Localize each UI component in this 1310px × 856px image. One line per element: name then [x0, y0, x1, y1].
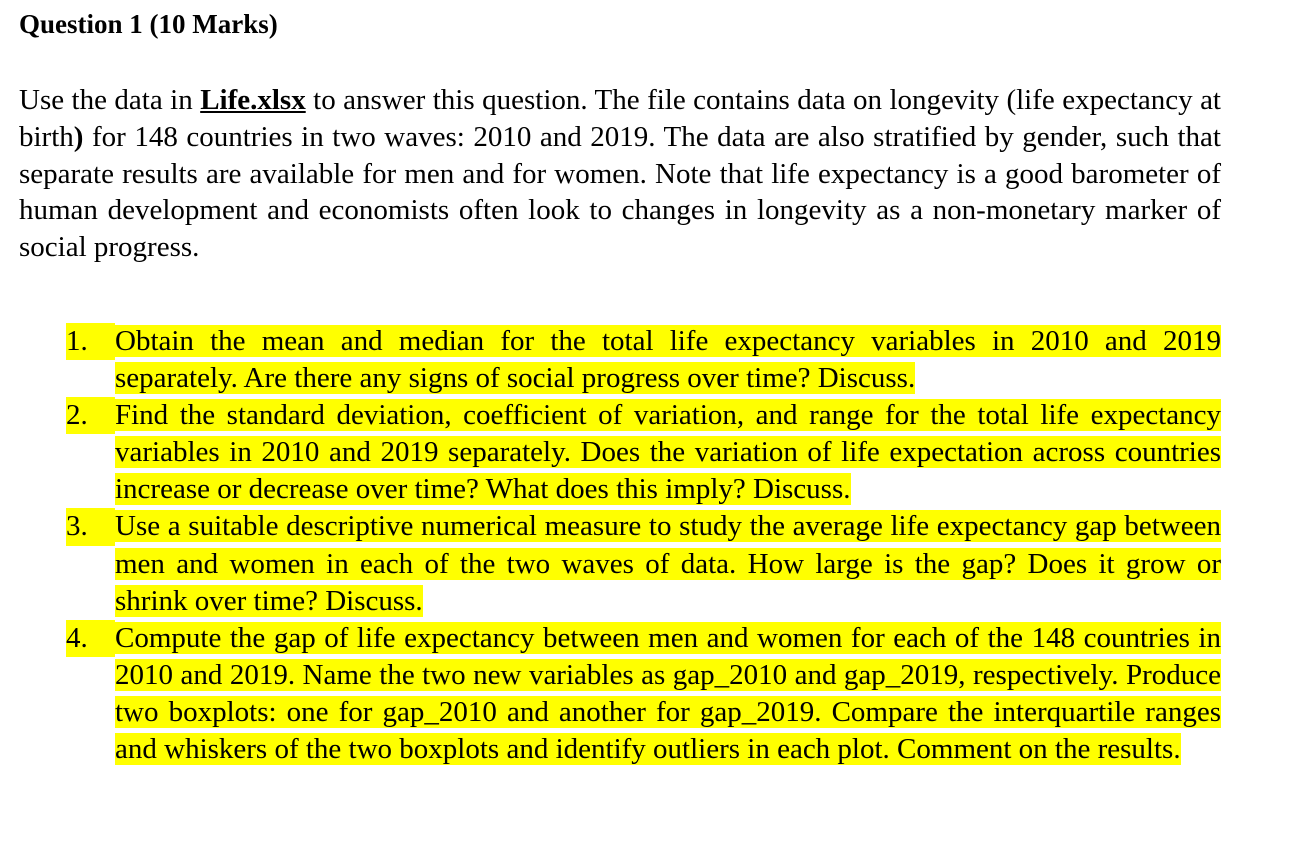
question-text-highlight: Find the standard deviation, coefficient of variation, and range for the total life expectancy variables in 2010 and 2019 separately. Does the variation of life expectation across countries increase or decrease over time? What does this imply? Discuss.	[115, 399, 1221, 506]
list-item	[66, 508, 1221, 619]
question-text	[115, 508, 1221, 619]
question-number: 1.	[66, 323, 115, 360]
intro-close-paren: )	[73, 120, 84, 153]
question-text-highlight: Obtain the mean and median for the total life expectancy variables in 2010 and 2019 separately. Are there any signs of social progress over time? Discuss.	[115, 325, 1221, 395]
question-text-highlight: Use a suitable descriptive numerical measure to study the average life expectancy gap between men and women in each of the two waves of data. How large is the gap? Does it grow or shrink over time? Discuss.	[115, 510, 1221, 617]
question-text	[115, 397, 1221, 508]
intro-text-middle: to answer this question. The file contains data on longevity (life expectancy at birth	[19, 84, 1221, 153]
question-number: 4.	[66, 620, 115, 657]
question-number: 3.	[66, 508, 115, 545]
question-text	[115, 323, 1221, 397]
question-heading: Question 1 (10 Marks)	[19, 9, 278, 39]
intro-paragraph	[19, 82, 1221, 266]
list-item	[66, 323, 1221, 397]
question-number: 2.	[66, 397, 115, 434]
question-list	[66, 323, 1221, 768]
question-text	[115, 620, 1221, 768]
intro-text-rest: for 148 countries in two waves: 2010 and 2019. The data are also stratified by gender, such that separate results are available for men and for women. Note that life expectancy is a good barometer of human development and economists often look to changes in longevity as a non-monetary marker of social progress.	[19, 120, 1221, 264]
list-item	[66, 620, 1221, 768]
intro-text-start: Use the data in	[19, 84, 201, 116]
file-name: Life.xlsx	[200, 84, 306, 116]
list-item	[66, 397, 1221, 508]
question-text-highlight: Compute the gap of life expectancy between men and women for each of the 148 countries in 2010 and 2019. Name the two new variables as gap_2010 and gap_2019, respectively. Produce two boxplots: one for gap_2010 and another for gap_2019. Compare the interquartile ranges and whiskers of the two boxplots and identify outliers in each plot. Comment on the results.	[115, 621, 1221, 766]
